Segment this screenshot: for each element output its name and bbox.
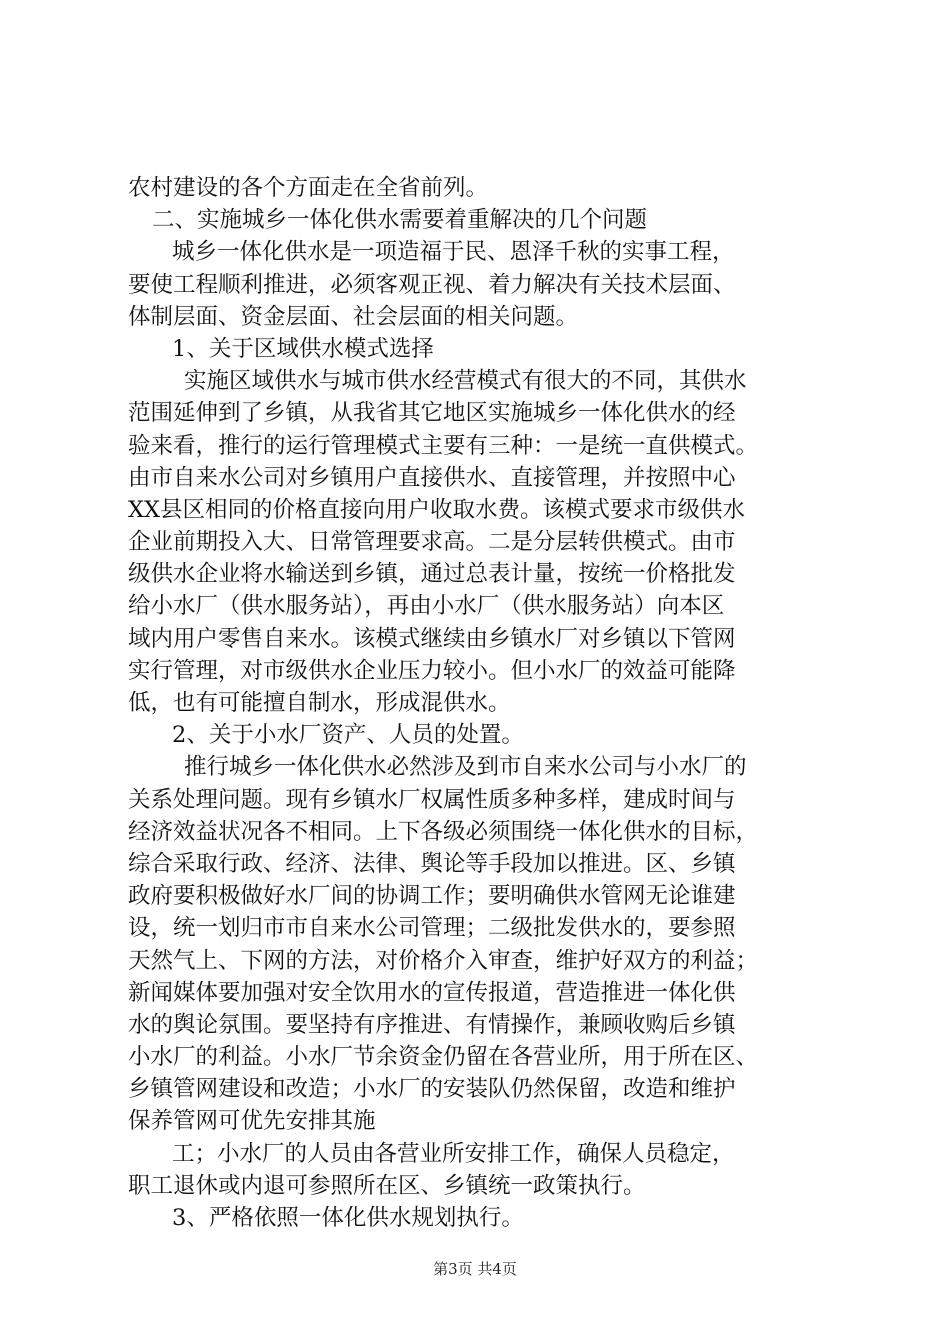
text-line: 实行管理，对市级供水企业压力较小。但小水厂的效益可能降 — [128, 657, 736, 684]
text-line: 综合采取行政、经济、法律、舆论等手段加以推进。区、乡镇 — [128, 850, 736, 877]
subsection-heading: 2、关于小水厂资产、人员的处置。 — [172, 722, 524, 749]
text-line: 小水厂的利益。小水厂节余资金仍留在各营业所，用于所在区、 — [128, 1044, 759, 1071]
text-line: XX县区相同的价格直接向用户收取水费。该模式要求市级供水 — [128, 496, 746, 523]
text-line: 体制层面、资金层面、社会层面的相关问题。 — [128, 303, 579, 330]
text-line: 由市自来水公司对乡镇用户直接供水、直接管理，并按照中心 — [128, 464, 736, 491]
section-heading: 二、实施城乡一体化供水需要着重解决的几个问题 — [152, 207, 648, 234]
text-line: 天然气上、下网的方法，对价格介入审查，维护好双方的利益； — [128, 947, 759, 974]
text-line: 政府要积极做好水厂间的协调工作；要明确供水管网无论谁建 — [128, 883, 736, 910]
text-line: 域内用户零售自来水。该模式继续由乡镇水厂对乡镇以下管网 — [128, 625, 736, 652]
text-line: 实施区域供水与城市供水经营模式有很大的不同，其供水 — [184, 368, 747, 395]
text-line: 范围延伸到了乡镇，从我省其它地区实施城乡一体化供水的经 — [128, 400, 736, 427]
text-line: 新闻媒体要加强对安全饮用水的宣传报道，营造推进一体化供 — [128, 979, 736, 1006]
text-line: 设，统一划归市市自来水公司管理；二级批发供水的，要参照 — [128, 915, 736, 942]
text-line: 乡镇管网建设和改造；小水厂的安装队仍然保留，改造和维护 — [128, 1076, 736, 1103]
text-line: 推行城乡一体化供水必然涉及到市自来水公司与小水厂的 — [184, 754, 747, 781]
text-line: 农村建设的各个方面走在全省前列。 — [128, 175, 489, 201]
page-number-footer: 第3页 共4页 — [433, 1260, 517, 1278]
text-line: 关系处理问题。现有乡镇水厂权属性质多种多样，建成时间与 — [128, 786, 736, 813]
subsection-heading: 3、严格依照一体化供水规划执行。 — [172, 1205, 524, 1231]
text-line: 企业前期投入大、日常管理要求高。二是分层转供模式。由市 — [128, 529, 736, 556]
text-line: 职工退休或内退可参照所在区、乡镇统一政策执行。 — [128, 1172, 646, 1199]
text-line: 城乡一体化供水是一项造福于民、恩泽千秋的实事工程， — [172, 239, 735, 266]
text-line: 保养管网可优先安排其施 — [128, 1108, 376, 1135]
text-line: 水的舆论氛围。要坚持有序推进、有情操作，兼顾收购后乡镇 — [128, 1011, 736, 1038]
text-line: 给小水厂（供水服务站），再由小水厂（供水服务站）向本区 — [128, 593, 725, 620]
subsection-heading: 1、关于区域供水模式选择 — [172, 335, 434, 362]
text-line: 验来看，推行的运行管理模式主要有三种：一是统一直供模式。 — [128, 432, 759, 459]
text-line: 工；小水厂的人员由各营业所安排工作，确保人员稳定， — [172, 1140, 735, 1167]
text-line: 要使工程顺利推进，必须客观正视、着力解决有关技术层面、 — [128, 271, 736, 298]
text-line: 级供水企业将水输送到乡镇，通过总表计量，按统一价格批发 — [128, 561, 736, 588]
text-line: 低，也有可能擅自制水，形成混供水。 — [128, 690, 511, 716]
text-line: 经济效益状况各不相同。上下各级必须围绕一体化供水的目标， — [128, 818, 759, 845]
document-body — [128, 172, 828, 1234]
